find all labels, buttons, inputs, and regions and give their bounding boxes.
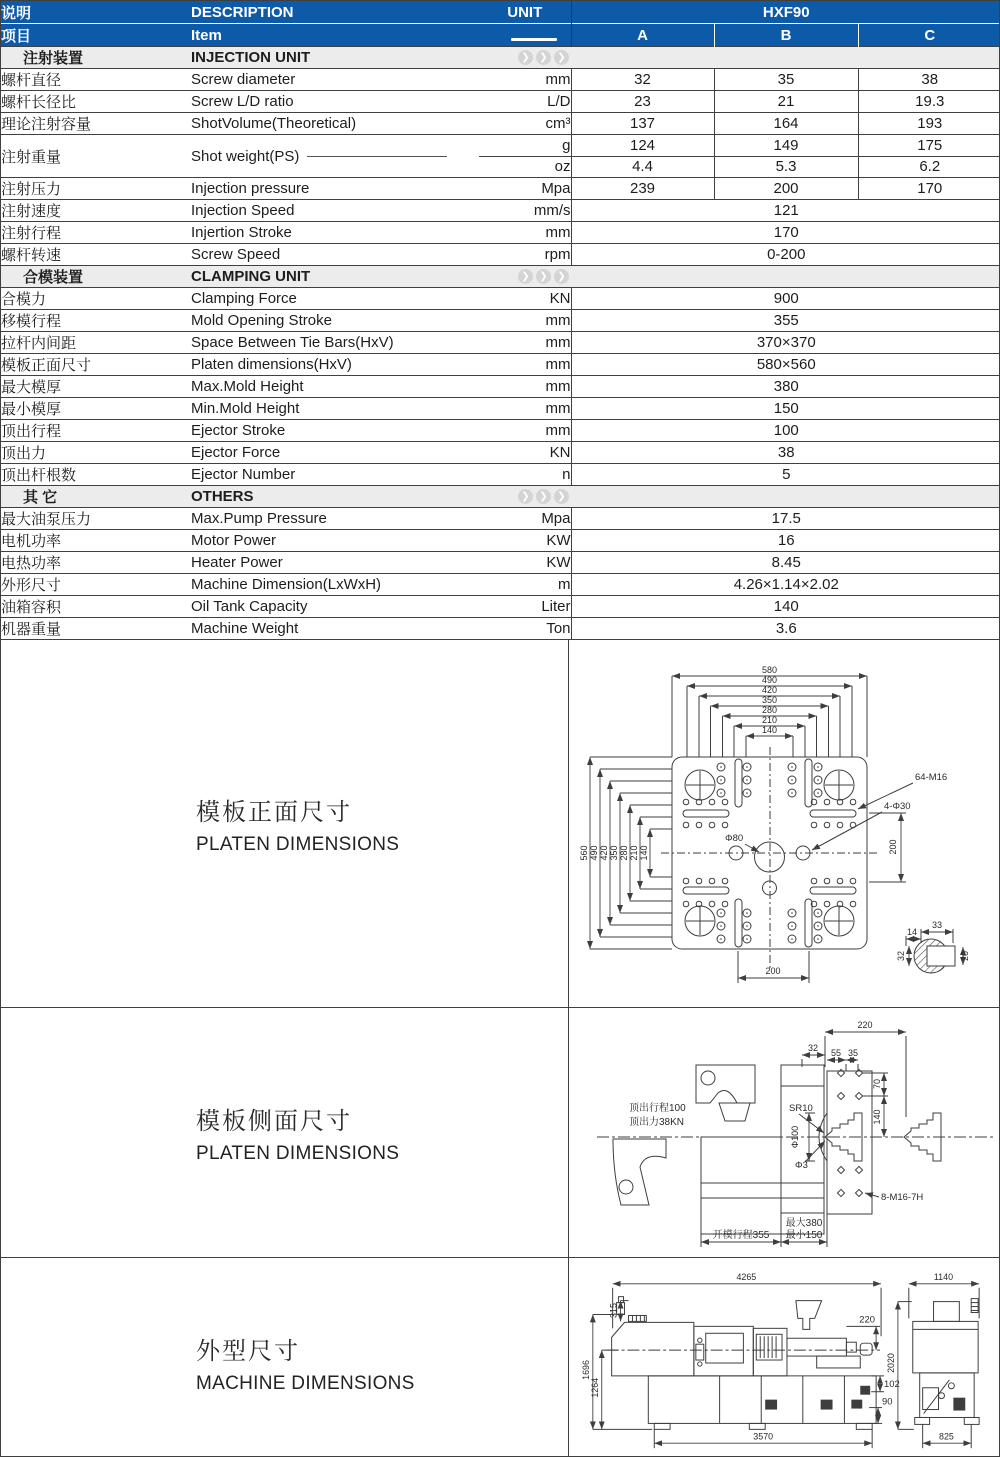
spec-table (1, 1, 1000, 639)
unit-cell: m (479, 574, 571, 596)
unit-cell: mm (479, 69, 571, 91)
row-label-cn: 最小模厚 (1, 398, 191, 420)
header-description: DESCRIPTION (191, 1, 479, 24)
model-name: HXF90 (571, 1, 1000, 24)
platen-side-title-en: PLATEN DIMENSIONS (196, 1142, 400, 1164)
value-cell: 4.26×1.14×2.02 (571, 574, 1000, 596)
value-cell: 16 (571, 530, 1000, 552)
unit-cell: cm³ (479, 113, 571, 135)
chevron-arrows-icon (518, 489, 571, 504)
chevron-icon: ❯ (554, 489, 569, 504)
dim-32: 32 (807, 1042, 819, 1053)
dim-560v: 560 (579, 845, 589, 861)
dim-1140: 1140 (933, 1271, 954, 1282)
row-label-cn: 注射压力 (1, 178, 191, 200)
spec-row (1, 508, 1000, 530)
value-cell: 3.6 (571, 618, 1000, 640)
value-cell: 0-200 (571, 244, 1000, 266)
spec-row (1, 596, 1000, 618)
variant-c: C (858, 24, 1000, 47)
label-d80: Φ80 (725, 832, 744, 844)
row-label-en-text: Ejector Stroke (191, 422, 286, 440)
label-open-stroke: 开模行程355 (712, 1229, 770, 1241)
row-label-en (191, 530, 479, 552)
section-title-cn: 合模装置 (23, 269, 84, 287)
clamp-side-body (597, 1065, 993, 1234)
platen-front-title-en: PLATEN DIMENSIONS (196, 833, 400, 855)
machine-dim-svg (569, 1259, 999, 1457)
row-label-en-text: Machine Dimension(LxWxH) (191, 576, 382, 594)
value-cell: 6.2 (858, 156, 1000, 178)
row-label-en (191, 442, 479, 464)
dim-102: 102 (884, 1377, 900, 1389)
spec-row (1, 420, 1000, 442)
header-row-1 (1, 1, 1000, 24)
row-label-cn: 螺杆直径 (1, 69, 191, 91)
row-label-en-text: Min.Mold Height (191, 400, 300, 418)
dim-140h: 140 (761, 724, 778, 735)
unit-cell: mm (479, 398, 571, 420)
dim-140v: 140 (639, 845, 649, 861)
dim-bottom-200: 200 (765, 965, 781, 976)
row-label-en-text: Ejector Number (191, 466, 296, 484)
chevron-arrows-icon (518, 50, 571, 65)
label-d100: Φ100 (790, 1125, 800, 1148)
row-label-en (191, 420, 479, 442)
chevron-icon: ❯ (536, 269, 551, 284)
label-mold-max: 最大380 (785, 1217, 823, 1229)
spec-row (1, 113, 1000, 135)
section-row (1, 486, 1000, 508)
row-label-cn: 注射重量 (1, 135, 191, 178)
dim-2020: 2020 (885, 1352, 896, 1373)
row-label-en-text: Clamping Force (191, 290, 297, 308)
spec-row (1, 288, 1000, 310)
value-cell: 355 (571, 310, 1000, 332)
value-cell: 170 (571, 222, 1000, 244)
spec-row (1, 376, 1000, 398)
row-label-cn: 顶出行程 (1, 420, 191, 442)
unit-cell: Liter (479, 596, 571, 618)
detail-14: 14 (906, 926, 918, 937)
spec-row (1, 69, 1000, 91)
dim-825: 825 (939, 1431, 954, 1442)
spec-row (1, 332, 1000, 354)
value-cell: 5 (571, 464, 1000, 486)
unit-cell: Mpa (479, 178, 571, 200)
value-cell: 124 (571, 135, 714, 157)
unit-cell: Mpa (479, 508, 571, 530)
leader-line (307, 156, 447, 157)
variant-b: B (714, 24, 858, 47)
row-label-en-text: Space Between Tie Bars(HxV) (191, 334, 394, 352)
row-label-cn: 螺杆长径比 (1, 91, 191, 113)
dim-490v: 490 (589, 845, 599, 861)
dim-55: 55 (830, 1047, 842, 1058)
row-label-en (191, 222, 479, 244)
label-64-M16: 64-M16 (915, 771, 948, 783)
row-label-en (191, 332, 479, 354)
row-label-en-text: Oil Tank Capacity (191, 598, 308, 616)
platen-side-svg (569, 1009, 999, 1257)
row-label-cn: 注射行程 (1, 222, 191, 244)
row-label-cn: 电机功率 (1, 530, 191, 552)
spec-row (1, 398, 1000, 420)
platen-body (590, 676, 878, 971)
value-cell: 193 (858, 113, 1000, 135)
spec-row (1, 178, 1000, 200)
header-unit-dash-cell (479, 24, 571, 47)
header-unit: UNIT (479, 1, 571, 24)
row-label-en (191, 574, 479, 596)
dim-350h: 350 (761, 694, 778, 705)
dim-1264: 1264 (589, 1377, 600, 1398)
row-label-cn: 注射速度 (1, 200, 191, 222)
header-cn: 说明 (1, 1, 191, 24)
unit-cell: KN (479, 288, 571, 310)
label-ejector-stroke: 顶出行程100 (629, 1102, 686, 1114)
machine-dim-drawing (569, 1258, 999, 1457)
chevron-icon: ❯ (554, 269, 569, 284)
value-cell: 35 (714, 69, 858, 91)
value-cell: 8.45 (571, 552, 1000, 574)
dim-315: 315 (608, 1302, 619, 1318)
machine-dim-title-en: MACHINE DIMENSIONS (196, 1372, 415, 1394)
row-label-en (191, 135, 479, 178)
row-label-cn: 顶出力 (1, 442, 191, 464)
chevron-arrows-icon (518, 269, 571, 284)
dim-280v: 280 (619, 845, 629, 861)
header-item-en: Item (191, 24, 479, 47)
row-label-en (191, 552, 479, 574)
spec-row (1, 618, 1000, 640)
spec-row (1, 354, 1000, 376)
value-cell: 164 (714, 113, 858, 135)
unit-cell: mm (479, 376, 571, 398)
platen-front-svg (569, 641, 999, 1007)
machine-side-view (607, 1296, 880, 1429)
unit-cell: KW (479, 552, 571, 574)
dim-90: 90 (882, 1395, 893, 1407)
unit-cell: KW (479, 530, 571, 552)
section-wrap (1, 47, 571, 68)
row-label-en (191, 113, 479, 135)
unit-cell: oz (479, 156, 571, 178)
row-label-en (191, 354, 479, 376)
label-8-m16: 8-M16-7H (881, 1191, 924, 1203)
platen-side-drawing (569, 1008, 999, 1257)
value-cell: 19.3 (858, 91, 1000, 113)
spec-row (1, 530, 1000, 552)
spec-row (1, 464, 1000, 486)
dim-490h: 490 (761, 674, 778, 685)
unit-cell: mm/s (479, 200, 571, 222)
unit-cell: mm (479, 354, 571, 376)
row-label-cn: 顶出杆根数 (1, 464, 191, 486)
spec-row (1, 222, 1000, 244)
row-label-en-text: Injertion Stroke (191, 224, 292, 242)
value-cell: 239 (571, 178, 714, 200)
section-title-cn: 其 它 (23, 489, 58, 507)
row-label-en-text: Heater Power (191, 554, 283, 572)
section-wrap (1, 486, 571, 507)
unit-cell: mm (479, 222, 571, 244)
header-item-cn: 项目 (1, 24, 191, 47)
row-label-cn: 移模行程 (1, 310, 191, 332)
section-cell (1, 266, 1000, 288)
detail-33: 33 (931, 919, 943, 930)
machine-front-view (913, 1298, 979, 1424)
value-cell: 370×370 (571, 332, 1000, 354)
section-title-en: INJECTION UNIT (191, 49, 311, 66)
row-label-en-text: Screw diameter (191, 71, 296, 88)
row-label-en (191, 244, 479, 266)
row-label-en-text: Screw Speed (191, 246, 281, 264)
dim-right-200: 200 (888, 839, 898, 855)
unit-cell: mm (479, 420, 571, 442)
dim-220: 220 (857, 1019, 873, 1030)
unit-cell: g (479, 135, 571, 157)
label-ejector-force: 顶出力38KN (629, 1116, 685, 1128)
row-label-en-text: Mold Opening Stroke (191, 312, 332, 330)
chevron-icon: ❯ (536, 489, 551, 504)
spec-row (1, 91, 1000, 113)
spec-row (1, 442, 1000, 464)
platen-side-label (1, 1008, 569, 1257)
value-cell: 32 (571, 69, 714, 91)
row-label-en (191, 508, 479, 530)
row-label-cn: 电热功率 (1, 552, 191, 574)
dim-3570: 3570 (753, 1431, 774, 1442)
dim-580: 580 (761, 664, 778, 675)
row-label-en-text: Max.Pump Pressure (191, 510, 327, 528)
value-cell: 380 (571, 376, 1000, 398)
detail-20: 20 (960, 950, 970, 961)
unit-dash (511, 38, 557, 41)
row-label-en-text: Injection pressure (191, 180, 310, 198)
row-label-en-text: Screw L/D ratio (191, 93, 294, 110)
dim-4265: 4265 (736, 1271, 757, 1282)
value-cell: 17.5 (571, 508, 1000, 530)
dim-140: 140 (872, 1109, 882, 1125)
dim-350v: 350 (609, 845, 619, 861)
row-label-en-text: Shot weight(PS) (191, 147, 300, 165)
section-wrap (1, 266, 571, 287)
header-row-2 (1, 24, 1000, 47)
spec-row (1, 200, 1000, 222)
platen-front-drawing (569, 640, 999, 1007)
row-label-cn: 油箱容积 (1, 596, 191, 618)
section-title-en: CLAMPING UNIT (191, 268, 311, 286)
unit-cell: L/D (479, 91, 571, 113)
detail-32: 32 (896, 950, 906, 961)
section-cell (1, 47, 1000, 69)
label-d3: Φ3 (795, 1159, 808, 1171)
value-cell: 580×560 (571, 354, 1000, 376)
chevron-icon: ❯ (554, 50, 569, 65)
unit-cell: mm (479, 332, 571, 354)
row-label-en-text: Motor Power (191, 532, 277, 550)
row-label-en-text: ShotVolume(Theoretical) (191, 115, 357, 132)
section-title-cn: 注射装置 (23, 50, 84, 67)
row-label-en (191, 91, 479, 113)
unit-cell: n (479, 464, 571, 486)
dim-280h: 280 (761, 704, 778, 715)
row-label-cn: 螺杆转速 (1, 244, 191, 266)
label-sr10: SR10 (789, 1102, 813, 1114)
row-label-en (191, 398, 479, 420)
dim-420v: 420 (599, 845, 609, 861)
value-cell: 149 (714, 135, 858, 157)
spec-row (1, 310, 1000, 332)
row-label-en (191, 310, 479, 332)
dim-420h: 420 (761, 684, 778, 695)
row-label-en (191, 618, 479, 640)
row-label-cn: 最大油泵压力 (1, 508, 191, 530)
unit-cell: Ton (479, 618, 571, 640)
row-label-en (191, 376, 479, 398)
row-label-cn: 外形尺寸 (1, 574, 191, 596)
value-cell: 175 (858, 135, 1000, 157)
row-label-en-text: Max.Mold Height (191, 378, 304, 396)
machine-dim-section (1, 1257, 999, 1457)
platen-side-section (1, 1007, 999, 1257)
row-label-en (191, 288, 479, 310)
section-cell (1, 486, 1000, 508)
section-row (1, 266, 1000, 288)
value-cell: 4.4 (571, 156, 714, 178)
section-row (1, 47, 1000, 69)
value-cell: 38 (571, 442, 1000, 464)
row-label-en (191, 69, 479, 91)
spec-row (1, 244, 1000, 266)
tiebar-detail-view (896, 920, 970, 973)
unit-cell: KN (479, 442, 571, 464)
spec-row (1, 135, 1000, 157)
chevron-icon: ❯ (518, 489, 533, 504)
value-cell: 38 (858, 69, 1000, 91)
value-cell: 121 (571, 200, 1000, 222)
value-cell: 200 (714, 178, 858, 200)
value-cell: 900 (571, 288, 1000, 310)
chevron-icon: ❯ (518, 50, 533, 65)
row-label-en-text: Injection Speed (191, 202, 295, 220)
platen-side-title-cn: 模板侧面尺寸 (196, 1107, 352, 1135)
dim-1696: 1696 (580, 1359, 591, 1380)
row-label-en-text: Platen dimensions(HxV) (191, 356, 352, 374)
label-mold-min: 最小150 (785, 1229, 823, 1241)
unit-cell: mm (479, 310, 571, 332)
unit-cell: rpm (479, 244, 571, 266)
row-label-en (191, 178, 479, 200)
row-label-cn: 机器重量 (1, 618, 191, 640)
row-label-en-text: Ejector Force (191, 444, 281, 462)
row-label-en (191, 200, 479, 222)
value-cell: 140 (571, 596, 1000, 618)
platen-front-label (1, 640, 569, 1007)
spec-row (1, 552, 1000, 574)
dim-220m: 220 (859, 1313, 875, 1325)
row-label-en (191, 596, 479, 618)
row-label-en-text: Machine Weight (191, 620, 299, 638)
row-label-cn: 理论注射容量 (1, 113, 191, 135)
row-label-cn: 合模力 (1, 288, 191, 310)
value-cell: 21 (714, 91, 858, 113)
row-label-en (191, 464, 479, 486)
machine-dim-label (1, 1258, 569, 1457)
section-title-en: OTHERS (191, 488, 254, 506)
row-label-cn: 拉杆内间距 (1, 332, 191, 354)
label-4-d30: 4-Φ30 (884, 800, 911, 812)
dim-210v: 210 (629, 845, 639, 861)
value-cell: 5.3 (714, 156, 858, 178)
value-cell: 100 (571, 420, 1000, 442)
row-label-cn: 模板正面尺寸 (1, 354, 191, 376)
platen-front-title-cn: 模板正面尺寸 (196, 798, 352, 826)
chevron-icon: ❯ (536, 50, 551, 65)
row-label-cn: 最大模厚 (1, 376, 191, 398)
value-cell: 23 (571, 91, 714, 113)
machine-dim-title-cn: 外型尺寸 (196, 1337, 300, 1365)
value-cell: 170 (858, 178, 1000, 200)
chevron-icon: ❯ (518, 269, 533, 284)
dim-70: 70 (872, 1078, 882, 1089)
value-cell: 137 (571, 113, 714, 135)
variant-a: A (571, 24, 714, 47)
dim-210h: 210 (761, 714, 778, 725)
value-cell: 150 (571, 398, 1000, 420)
spec-row (1, 574, 1000, 596)
dim-35: 35 (847, 1047, 859, 1058)
platen-front-section (1, 639, 999, 1007)
